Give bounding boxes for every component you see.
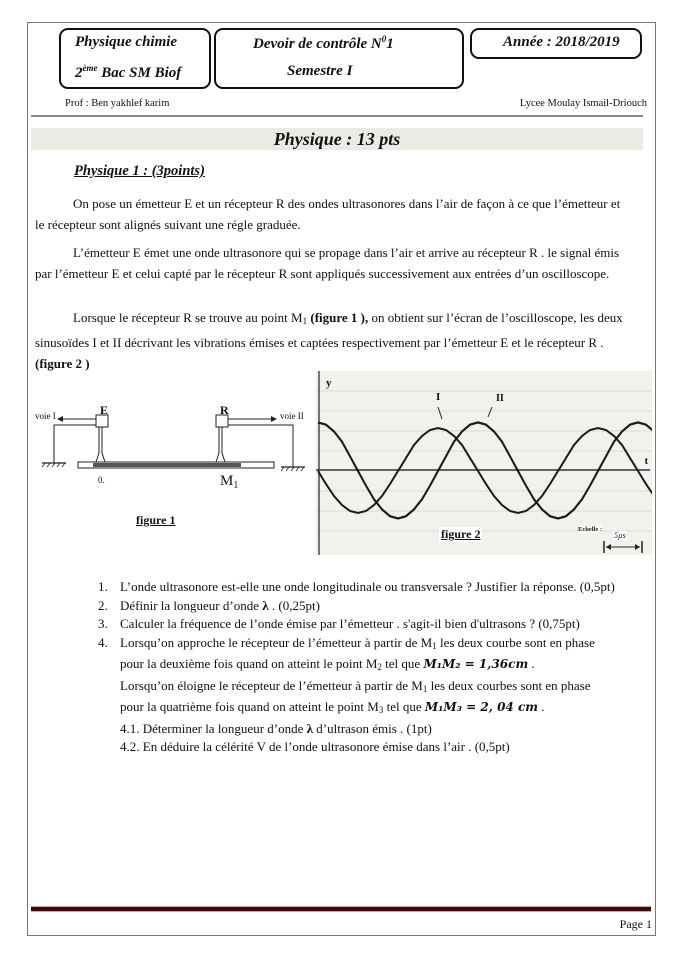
subject-label: Physique chimie bbox=[75, 34, 178, 50]
exam-title-box bbox=[214, 28, 464, 89]
point-m1-label: $M_1$ bbox=[220, 473, 239, 491]
section-band bbox=[31, 128, 643, 150]
y-axis-label: y bbox=[326, 377, 332, 389]
question-4-line-2: pour la deuxième fois quand on atteint le point $M_2$ tel que M₁M₂ = 1,36cm . bbox=[120, 656, 535, 672]
exercise-title: Physique 1 : (3points) bbox=[74, 163, 205, 179]
question-4-line-4: pour la quatrième fois quand on atteint le point $M_3$ tel que M₁M₃ = 2, 04 cm . bbox=[120, 699, 545, 715]
question-3: 3. Calculer la fréquence de l’onde émise par l’émetteur . s'agit-il bien d'ultrasons ? (0,75pt) bbox=[98, 616, 580, 631]
paragraph-3: Lorsque le récepteur R se trouve au point $M_1$ (figure 1 ), on obtient sur l’écran de l’oscilloscope, les deux sinusoïdes I et II décrivant les vibrations émises et captées respectivement par l’émetteur E et le récepteur R . (figure 2 ) bbox=[35, 310, 623, 371]
level-label: 2ème Bac SM Biof bbox=[75, 63, 182, 81]
section-title: Physique : 13 pts bbox=[273, 129, 401, 149]
figure-1-diagram bbox=[33, 393, 318, 503]
teacher-name: Prof : Ben yakhlef karim bbox=[65, 98, 170, 109]
figure-2-oscillogram bbox=[316, 371, 652, 555]
exam-title: Devoir de contrôle $N^01$ bbox=[253, 34, 394, 52]
paragraph-1: On pose un émetteur E et un récepteur R des ondes ultrasonores dans l’air de façon à ce que l’émetteur et le récepteur sont alignés suivant une régle graduée. bbox=[35, 196, 621, 232]
curve-I-label: I bbox=[436, 391, 441, 403]
subject-box bbox=[59, 28, 211, 89]
t-axis-label: t bbox=[644, 456, 648, 467]
figure-1-caption: figure 1 bbox=[136, 513, 176, 527]
year-label: Année : 2018/2019 bbox=[503, 34, 620, 50]
year-box bbox=[470, 28, 642, 59]
channel-1-label: voie I bbox=[35, 411, 56, 421]
scale-label: Echelle : bbox=[578, 526, 603, 533]
question-4: 4. Lorsqu’on approche le récepteur de l’émetteur à partir de $M_1$ les deux courbe sont en phase bbox=[98, 634, 595, 651]
curve-II-label: II bbox=[496, 393, 504, 404]
semester-label: Semestre I bbox=[287, 63, 353, 79]
paragraph-2: L’émetteur E émet une onde ultrasonore qui se propage dans l’air et arrive au récepteur R . le signal émis par l’émetteur E et celui capté par le récepteur R sont appliqués successivement aux entrées d’un oscilloscope. bbox=[35, 245, 620, 281]
question-1: 1. L’onde ultrasonore est-elle une onde longitudinale ou transversale ? Justifier la réponse. (0,5pt) bbox=[98, 579, 615, 594]
receiver-label: R bbox=[220, 403, 229, 417]
scale-value: 5µs bbox=[614, 531, 626, 540]
origin-label: 0. bbox=[98, 475, 105, 485]
exam-page bbox=[27, 22, 656, 936]
question-4-1: 4.1. Déterminer la longueur d’onde λ d’ultrason émis . (1pt) bbox=[120, 720, 432, 736]
questions-list bbox=[98, 578, 638, 757]
header-divider bbox=[31, 115, 643, 117]
emitter-label: E bbox=[100, 403, 109, 417]
question-4-line-3: Lorsqu’on éloigne le récepteur de l’émetteur à partir de $M_1$ les deux courbes sont en phase bbox=[120, 677, 591, 694]
question-2: 2. Définir la longueur d’onde λ . (0,25pt) bbox=[98, 597, 320, 613]
page-number: Page 1 bbox=[619, 917, 652, 931]
school-name: Lycee Moulay Ismail-Driouch bbox=[519, 98, 647, 109]
figure-2-caption: figure 2 bbox=[441, 527, 481, 541]
footer-divider bbox=[31, 907, 651, 911]
question-4-2: 4.2. En déduire la célérité V de l’onde ultrasonore émise dans l’air . (0,5pt) bbox=[120, 739, 510, 754]
channel-2-label: voie II bbox=[280, 411, 304, 421]
